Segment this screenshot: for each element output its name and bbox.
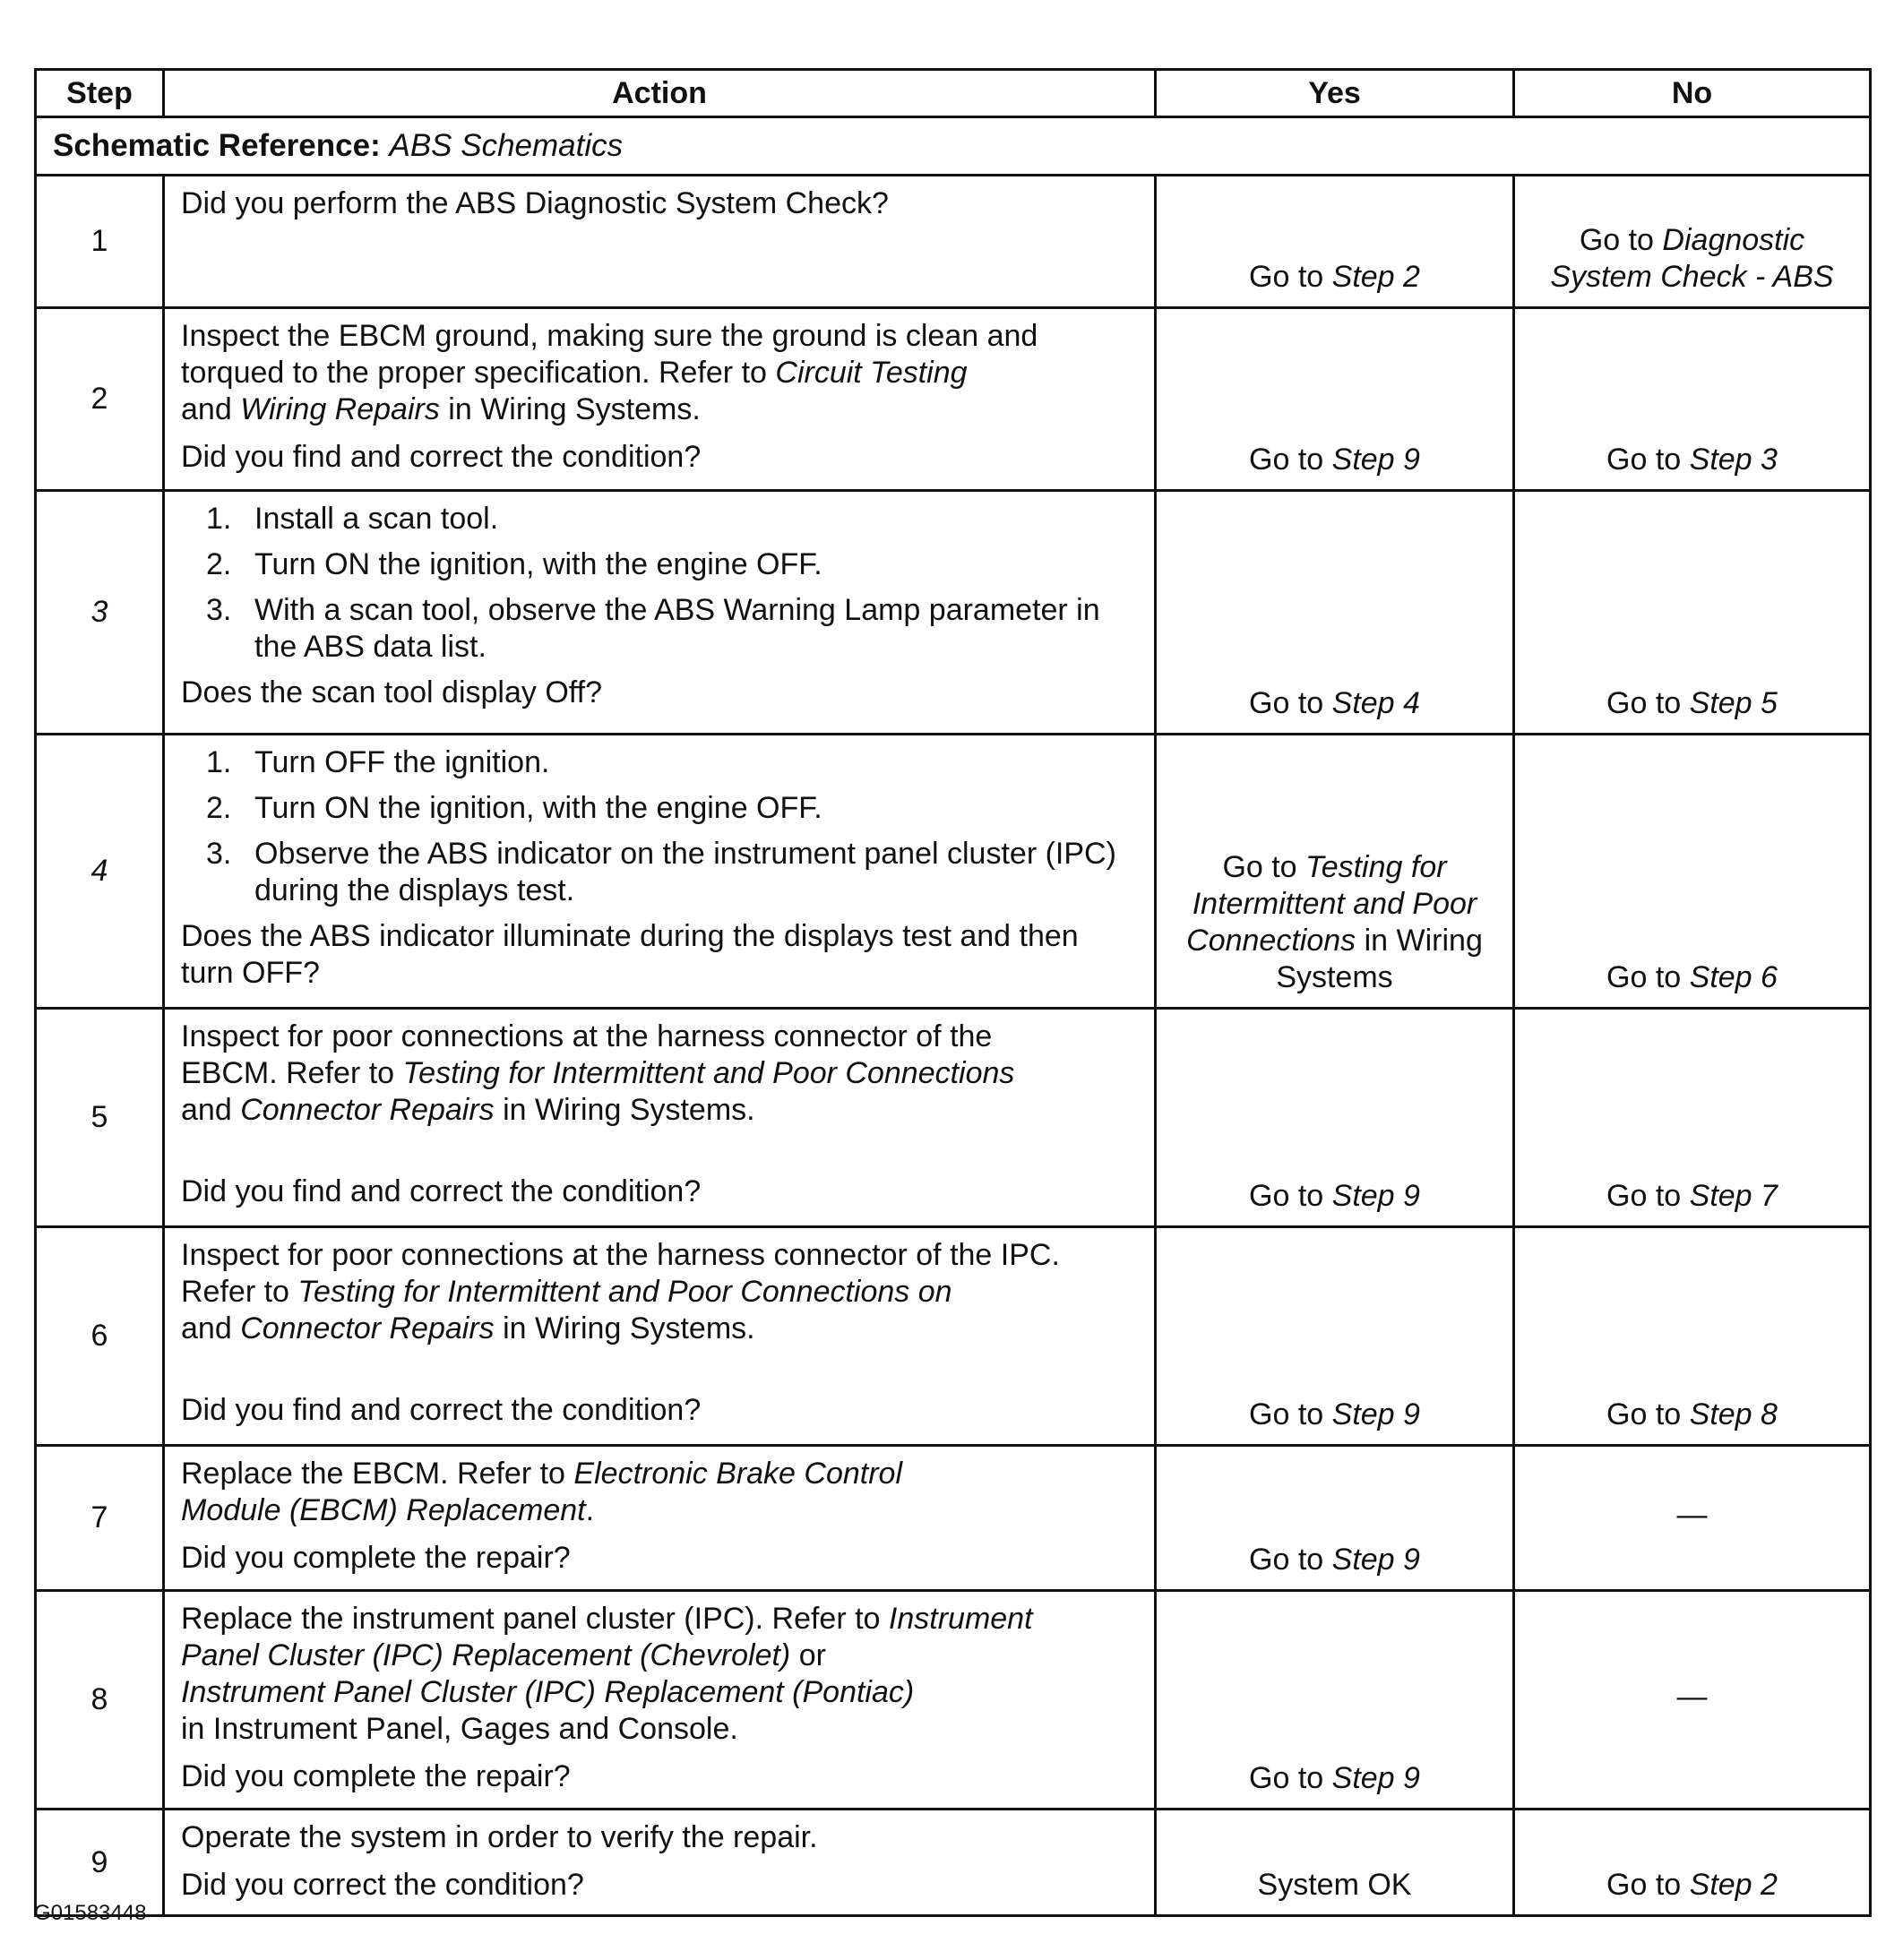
instruction-item: 3. With a scan tool, observe the ABS Warning Lamp parameter in the ABS data list. xyxy=(206,593,1100,664)
no-cell xyxy=(1514,1446,1871,1591)
step-number: 1 xyxy=(36,176,164,308)
text-run: Does the scan tool display Off? xyxy=(181,675,602,709)
figure-id: G01583448 xyxy=(34,1901,147,1925)
text-run: Replace the instrument panel cluster (IPC). Refer to xyxy=(181,1602,889,1636)
yes-cell xyxy=(1156,1591,1514,1810)
step-row-2 xyxy=(36,308,1871,491)
action-cell xyxy=(164,1009,1156,1227)
step-number: 2 xyxy=(36,308,164,491)
reference-link[interactable]: Wiring Repairs xyxy=(240,392,440,426)
yes-cell xyxy=(1156,1810,1514,1916)
instruction-item: 2. Turn ON the ignition, with the engine OFF. xyxy=(206,547,822,581)
action-paragraph xyxy=(181,1392,1138,1429)
text-run: . xyxy=(585,1493,595,1527)
header-step: Step xyxy=(36,70,164,117)
reference-link[interactable]: Testing for Intermittent and Poor Connections xyxy=(402,1056,1015,1090)
yes-cell xyxy=(1156,176,1514,308)
yes-cell xyxy=(1156,1227,1514,1446)
action-paragraph xyxy=(181,675,1138,711)
yes-cell xyxy=(1156,1446,1514,1591)
no-cell xyxy=(1514,308,1871,491)
text-run: Replace the EBCM. Refer to xyxy=(181,1457,574,1491)
text-run: Operate the system in order to verify the repair. xyxy=(181,1820,818,1854)
text-run: Go to xyxy=(1606,1179,1690,1213)
reference-link[interactable]: Step 9 xyxy=(1331,1397,1420,1431)
reference-link[interactable]: Panel Cluster (IPC) Replacement (Chevrolet) xyxy=(181,1638,791,1672)
yes-cell xyxy=(1156,1009,1514,1227)
reference-link[interactable]: Electronic Brake Control xyxy=(573,1457,903,1491)
step-number: 6 xyxy=(36,1227,164,1446)
diagnostic-table xyxy=(34,68,1872,1917)
instruction-item: 1. Turn OFF the ignition. xyxy=(206,745,550,779)
text-run: Does the ABS indicator illuminate during the displays test and then turn OFF? xyxy=(181,919,1079,990)
text-run: Inspect for poor connections at the harness connector of the IPC. xyxy=(181,1238,1060,1272)
instruction-item: 3. Observe the ABS indicator on the instrument panel cluster (IPC) during the displays test. xyxy=(206,837,1116,907)
action-cell xyxy=(164,1810,1156,1916)
text-run: Did you complete the repair? xyxy=(181,1541,571,1575)
action-paragraph xyxy=(181,918,1138,992)
text-run: and xyxy=(181,1311,241,1345)
step-number: 4 xyxy=(36,735,164,1009)
action-paragraph xyxy=(181,1540,1138,1577)
table-body xyxy=(36,117,1871,1916)
text-run: Refer to xyxy=(181,1275,298,1309)
text-run: Go to xyxy=(1249,1761,1332,1795)
text-run: in Wiring Systems. xyxy=(494,1311,755,1345)
instruction-list xyxy=(181,501,1138,666)
reference-link[interactable]: Step 7 xyxy=(1689,1179,1778,1213)
action-paragraph xyxy=(181,1758,1138,1795)
text-run: Inspect for poor connections at the harness connector of the xyxy=(181,1019,993,1053)
reference-link[interactable]: Step 9 xyxy=(1331,443,1420,477)
no-cell xyxy=(1514,491,1871,735)
action-cell xyxy=(164,1227,1156,1446)
text-run: System OK xyxy=(1257,1868,1412,1902)
schematic-reference-row xyxy=(36,117,1871,176)
reference-link[interactable]: System Check - ABS xyxy=(1550,260,1834,294)
step-number: 3 xyxy=(36,491,164,735)
text-run: Go to xyxy=(1606,443,1690,477)
text-run: EBCM. Refer to xyxy=(181,1056,403,1090)
reference-link[interactable]: Intermittent and Poor xyxy=(1192,887,1477,921)
action-paragraph xyxy=(181,318,1138,428)
text-run: Go to xyxy=(1606,960,1690,994)
header-yes: Yes xyxy=(1156,70,1514,117)
action-paragraph xyxy=(181,185,1138,222)
step-row-6 xyxy=(36,1227,1871,1446)
text-run: — xyxy=(1676,1498,1708,1532)
step-number: 8 xyxy=(36,1591,164,1810)
text-run: Go to xyxy=(1222,850,1306,884)
text-run: With a scan tool, observe the ABS Warning Lamp parameter in the ABS data list. xyxy=(254,593,1100,664)
text-run: Go to xyxy=(1249,1179,1332,1213)
text-run: in Wiring xyxy=(1356,924,1483,958)
no-cell xyxy=(1514,735,1871,1009)
instruction-item: 2. Turn ON the ignition, with the engine OFF. xyxy=(206,791,822,825)
step-row-5 xyxy=(36,1009,1871,1227)
text-run: Go to xyxy=(1606,686,1690,720)
action-paragraph xyxy=(181,1819,1138,1856)
reference-link[interactable]: Step 4 xyxy=(1331,686,1420,720)
header-no: No xyxy=(1514,70,1871,117)
action-cell xyxy=(164,735,1156,1009)
text-run: Go to xyxy=(1249,686,1332,720)
text-run: and xyxy=(181,392,241,426)
step-row-4 xyxy=(36,735,1871,1009)
step-row-9 xyxy=(36,1810,1871,1916)
text-run: or xyxy=(790,1638,826,1672)
action-paragraph xyxy=(181,1867,1138,1904)
text-run: Turn OFF the ignition. xyxy=(254,745,550,779)
text-run: Did you correct the condition? xyxy=(181,1868,584,1902)
reference-link[interactable]: Circuit Testing xyxy=(775,356,968,390)
action-cell xyxy=(164,1446,1156,1591)
text-run: Go to xyxy=(1606,1868,1690,1902)
step-row-8 xyxy=(36,1591,1871,1810)
action-cell xyxy=(164,491,1156,735)
no-cell xyxy=(1514,1009,1871,1227)
text-run: Did you complete the repair? xyxy=(181,1759,571,1793)
reference-link[interactable]: Step 9 xyxy=(1331,1179,1420,1213)
reference-link[interactable]: Instrument Panel Cluster (IPC) Replacement (Pontiac) xyxy=(181,1675,915,1709)
reference-link[interactable]: Step 2 xyxy=(1689,1868,1778,1902)
action-cell xyxy=(164,1591,1156,1810)
yes-cell xyxy=(1156,491,1514,735)
reference-link[interactable]: Testing for xyxy=(1305,850,1447,884)
reference-link[interactable]: Connections xyxy=(1186,924,1356,958)
text-run: Observe the ABS indicator on the instrument panel cluster (IPC) during the displays test. xyxy=(254,837,1116,907)
text-run: torqued to the proper specification. Refer to xyxy=(181,356,776,390)
step-number: 9 xyxy=(36,1810,164,1916)
text-run: — xyxy=(1676,1680,1708,1714)
action-paragraph xyxy=(181,1173,1138,1210)
step-row-3 xyxy=(36,491,1871,735)
instruction-list xyxy=(181,744,1138,909)
no-cell xyxy=(1514,1227,1871,1446)
schematic-reference xyxy=(36,117,1871,176)
text-run: Go to xyxy=(1249,443,1332,477)
text-run: Turn ON the ignition, with the engine OFF. xyxy=(254,791,822,825)
text-run: Turn ON the ignition, with the engine OFF. xyxy=(254,547,822,581)
reference-link[interactable]: Connector Repairs xyxy=(240,1093,495,1127)
text-run: and xyxy=(181,1093,241,1127)
text-run: Did you perform the ABS Diagnostic System Check? xyxy=(181,186,889,220)
step-number: 7 xyxy=(36,1446,164,1591)
no-cell xyxy=(1514,176,1871,308)
step-row-1 xyxy=(36,176,1871,308)
text-run: Go to xyxy=(1606,1397,1690,1431)
reference-link[interactable]: Step 9 xyxy=(1331,1543,1420,1577)
schematic-reference-link[interactable]: ABS Schematics xyxy=(389,128,624,163)
action-paragraph xyxy=(181,1456,1138,1529)
header-action: Action xyxy=(164,70,1156,117)
yes-cell xyxy=(1156,308,1514,491)
reference-link[interactable]: Diagnostic xyxy=(1662,223,1805,257)
reference-link[interactable]: Step 6 xyxy=(1689,960,1778,994)
action-paragraph xyxy=(181,1237,1138,1347)
reference-link[interactable]: Step 9 xyxy=(1331,1761,1420,1795)
text-run: Go to xyxy=(1579,223,1663,257)
reference-link[interactable]: Step 2 xyxy=(1331,260,1420,294)
text-run: Go to xyxy=(1249,1397,1332,1431)
reference-link[interactable]: Instrument xyxy=(888,1602,1033,1636)
yes-cell xyxy=(1156,735,1514,1009)
header-row xyxy=(36,70,1871,117)
reference-link[interactable]: Module (EBCM) Replacement xyxy=(181,1493,586,1527)
reference-link[interactable]: Connector Repairs xyxy=(240,1311,495,1345)
action-paragraph xyxy=(181,1019,1138,1129)
text-run: Go to xyxy=(1249,260,1332,294)
text-run: Did you find and correct the condition? xyxy=(181,440,702,474)
no-cell xyxy=(1514,1591,1871,1810)
text-run: in Wiring Systems. xyxy=(439,392,701,426)
text-run: Systems xyxy=(1276,960,1393,994)
instruction-item: 1. Install a scan tool. xyxy=(206,502,499,536)
action-paragraph xyxy=(181,1601,1138,1748)
reference-link[interactable]: Testing for Intermittent and Poor Connections on xyxy=(297,1275,952,1309)
reference-link[interactable]: Step 8 xyxy=(1689,1397,1778,1431)
step-number: 5 xyxy=(36,1009,164,1227)
text-run: Install a scan tool. xyxy=(254,502,499,536)
action-cell xyxy=(164,308,1156,491)
action-paragraph xyxy=(181,439,1138,476)
text-run: Go to xyxy=(1249,1543,1332,1577)
text-run: in Instrument Panel, Gages and Console. xyxy=(181,1712,738,1746)
action-cell xyxy=(164,176,1156,308)
schematic-reference-label: Schematic Reference: xyxy=(53,128,381,163)
reference-link[interactable]: Step 5 xyxy=(1689,686,1778,720)
text-run: in Wiring Systems. xyxy=(494,1093,755,1127)
text-run: Did you find and correct the condition? xyxy=(181,1174,702,1208)
text-run: Did you find and correct the condition? xyxy=(181,1393,702,1427)
text-run: Inspect the EBCM ground, making sure the ground is clean and xyxy=(181,319,1038,353)
reference-link[interactable]: Step 3 xyxy=(1689,443,1778,477)
step-row-7 xyxy=(36,1446,1871,1591)
no-cell xyxy=(1514,1810,1871,1916)
